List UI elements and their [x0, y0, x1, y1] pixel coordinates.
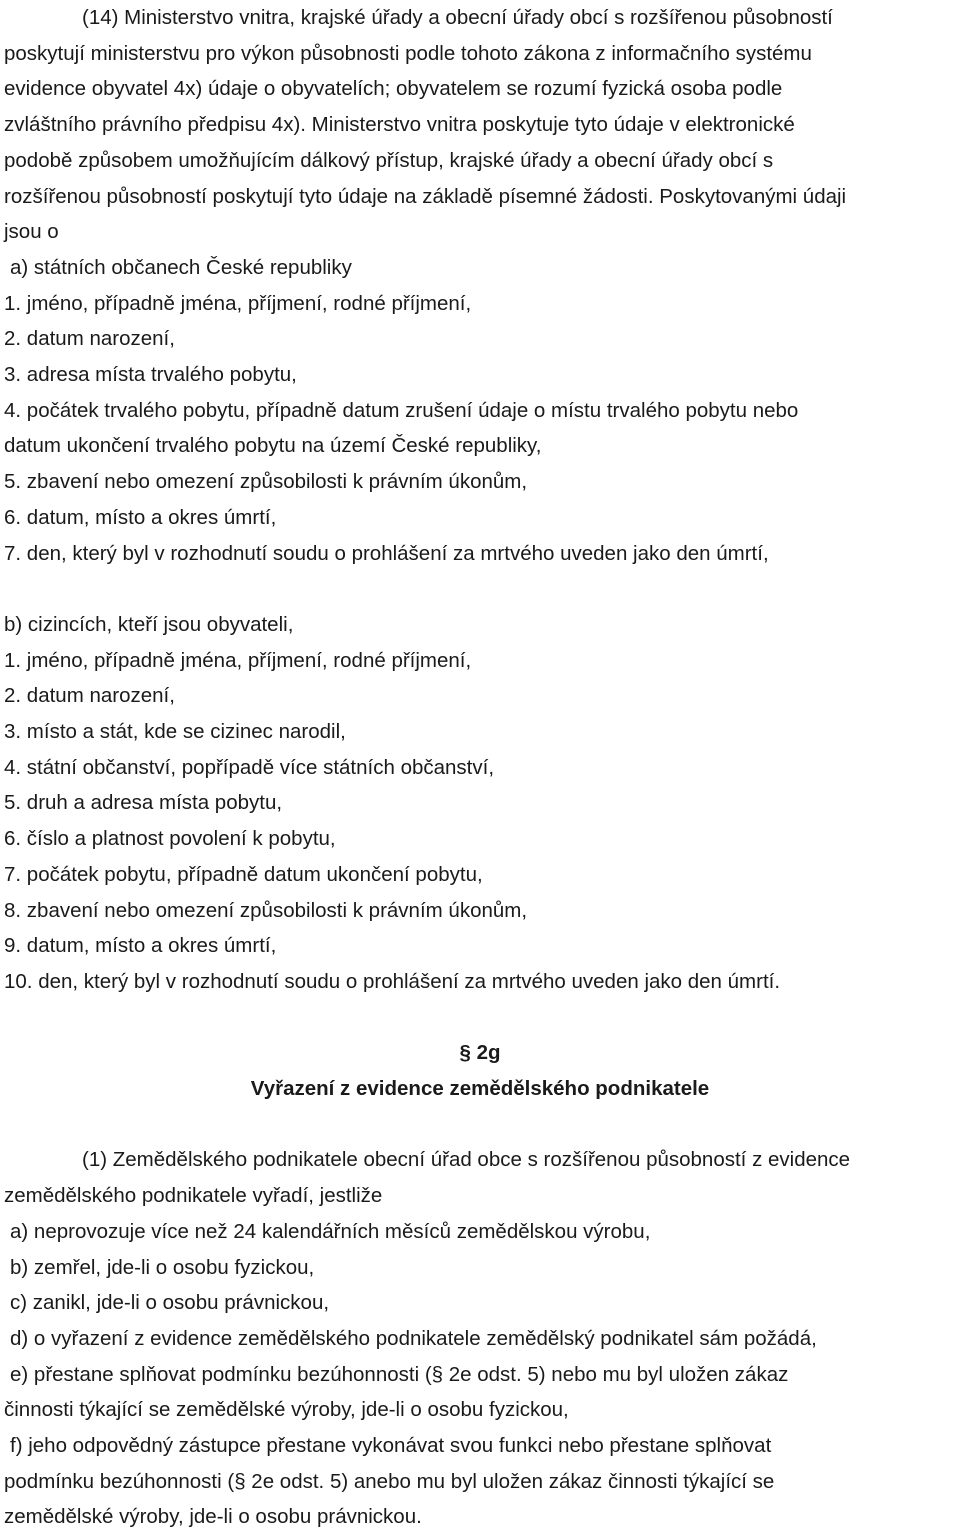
section-14-paragraph [4, 0, 956, 250]
list-title: b) cizincích, kteří jsou obyvateli, [4, 612, 294, 636]
list-item: 2. datum narození, [4, 684, 175, 708]
paragraph-line: (14) Ministerstvo vnitra, krajské úřady a obecní úřady obcí s rozšířenou působností [82, 6, 833, 29]
paragraph-line: podobě způsobem umožňujícím dálkový přístup, krajské úřady a obecní úřady obcí s [4, 148, 774, 172]
paragraph-line: (1) Zemědělského podnikatele obecní úřad obce s rozšířenou působností z evidence [82, 1148, 851, 1172]
list-title: a) státních občanech České republiky [10, 255, 352, 279]
list-item: datum ukončení trvalého pobytu na území České republiky, [4, 434, 542, 458]
spacer [4, 1107, 956, 1143]
paragraph-line: zemědělského podnikatele vyřadí, jestliže [4, 1184, 383, 1208]
list-item: b) zemřel, jde-li o osobu fyzickou, [10, 1255, 315, 1279]
list-item: 2. datum narození, [4, 327, 175, 351]
list-item-continuation: podmínku bezúhonnosti (§ 2e odst. 5) anebo mu byl uložen zákaz činnosti týkající se [4, 1469, 775, 1493]
list-item: 1. jméno, případně jména, příjmení, rodné příjmení, [4, 648, 472, 672]
list-item: 3. místo a stát, kde se cizinec narodil, [4, 720, 346, 744]
list-item: d) o vyřazení z evidence zemědělského podnikatele zemědělský podnikatel sám požádá, [10, 1326, 817, 1350]
list-item: 9. datum, místo a okres úmrtí, [4, 934, 277, 958]
paragraph-line: jsou o [4, 220, 59, 244]
paragraph-line: zvláštního právního předpisu 4x). Ministerstvo vnitra poskytuje tyto údaje v elektronické [4, 113, 795, 137]
spacer [4, 571, 956, 607]
list-item: 5. zbavení nebo omezení způsobilosti k právním úkonům, [4, 470, 528, 494]
list-item: c) zanikl, jde-li o osobu právnickou, [10, 1291, 330, 1315]
list-item-continuation: zemědělské výroby, jde-li o osobu právnickou. [4, 1505, 422, 1529]
section-title: Vyřazení z evidence zemědělského podnikatele [250, 1077, 710, 1101]
list-item-continuation: činnosti týkající se zemědělské výroby, jde-li o osobu fyzickou, [4, 1398, 569, 1422]
section-number: § 2g [459, 1041, 501, 1065]
list-foreigners [4, 607, 956, 1000]
paragraph-line: poskytují ministerstvu pro výkon působnosti podle tohoto zákona z informačního systému [4, 41, 812, 65]
list-item: 3. adresa místa trvalého pobytu, [4, 363, 297, 387]
list-item: 5. druh a adresa místa pobytu, [4, 791, 283, 815]
list-item: 8. zbavení nebo omezení způsobilosti k právním úkonům, [4, 898, 528, 922]
paragraph-line: evidence obyvatel 4x) údaje o obyvatelích; obyvatelem se rozumí fyzická osoba podle [4, 77, 783, 101]
list-item: f) jeho odpovědný zástupce přestane vykonávat svou funkci nebo přestane splňovat [10, 1434, 772, 1458]
list-citizens [4, 250, 956, 571]
list-item: e) přestane splňovat podmínku bezúhonnosti (§ 2e odst. 5) nebo mu byl uložen zákaz [10, 1362, 789, 1386]
list-item: 6. číslo a platnost povolení k pobytu, [4, 827, 336, 851]
list-item: a) neprovozuje více než 24 kalendářních měsíců zemědělskou výrobu, [10, 1219, 651, 1243]
list-item: 4. státní občanství, popřípadě více státních občanství, [4, 755, 495, 779]
list-item: 7. den, který byl v rozhodnutí soudu o prohlášení za mrtvého uveden jako den úmrtí, [4, 541, 769, 565]
list-item: 1. jméno, případně jména, příjmení, rodné příjmení, [4, 291, 472, 315]
spacer [4, 1000, 956, 1036]
list-item: 4. počátek trvalého pobytu, případně datum zrušení údaje o místu trvalého pobytu nebo [4, 398, 799, 422]
document-page [4, 0, 956, 1535]
section-2g-paragraph-1 [4, 1142, 956, 1213]
removal-conditions-list [4, 1214, 956, 1535]
paragraph-line: rozšířenou působností poskytují tyto údaje na základě písemné žádosti. Poskytovanými údaji [4, 184, 847, 208]
list-item: 7. počátek pobytu, případně datum ukončení pobytu, [4, 862, 483, 886]
list-item: 10. den, který byl v rozhodnutí soudu o prohlášení za mrtvého uveden jako den úmrtí. [4, 969, 781, 993]
list-item: 6. datum, místo a okres úmrtí, [4, 505, 277, 529]
